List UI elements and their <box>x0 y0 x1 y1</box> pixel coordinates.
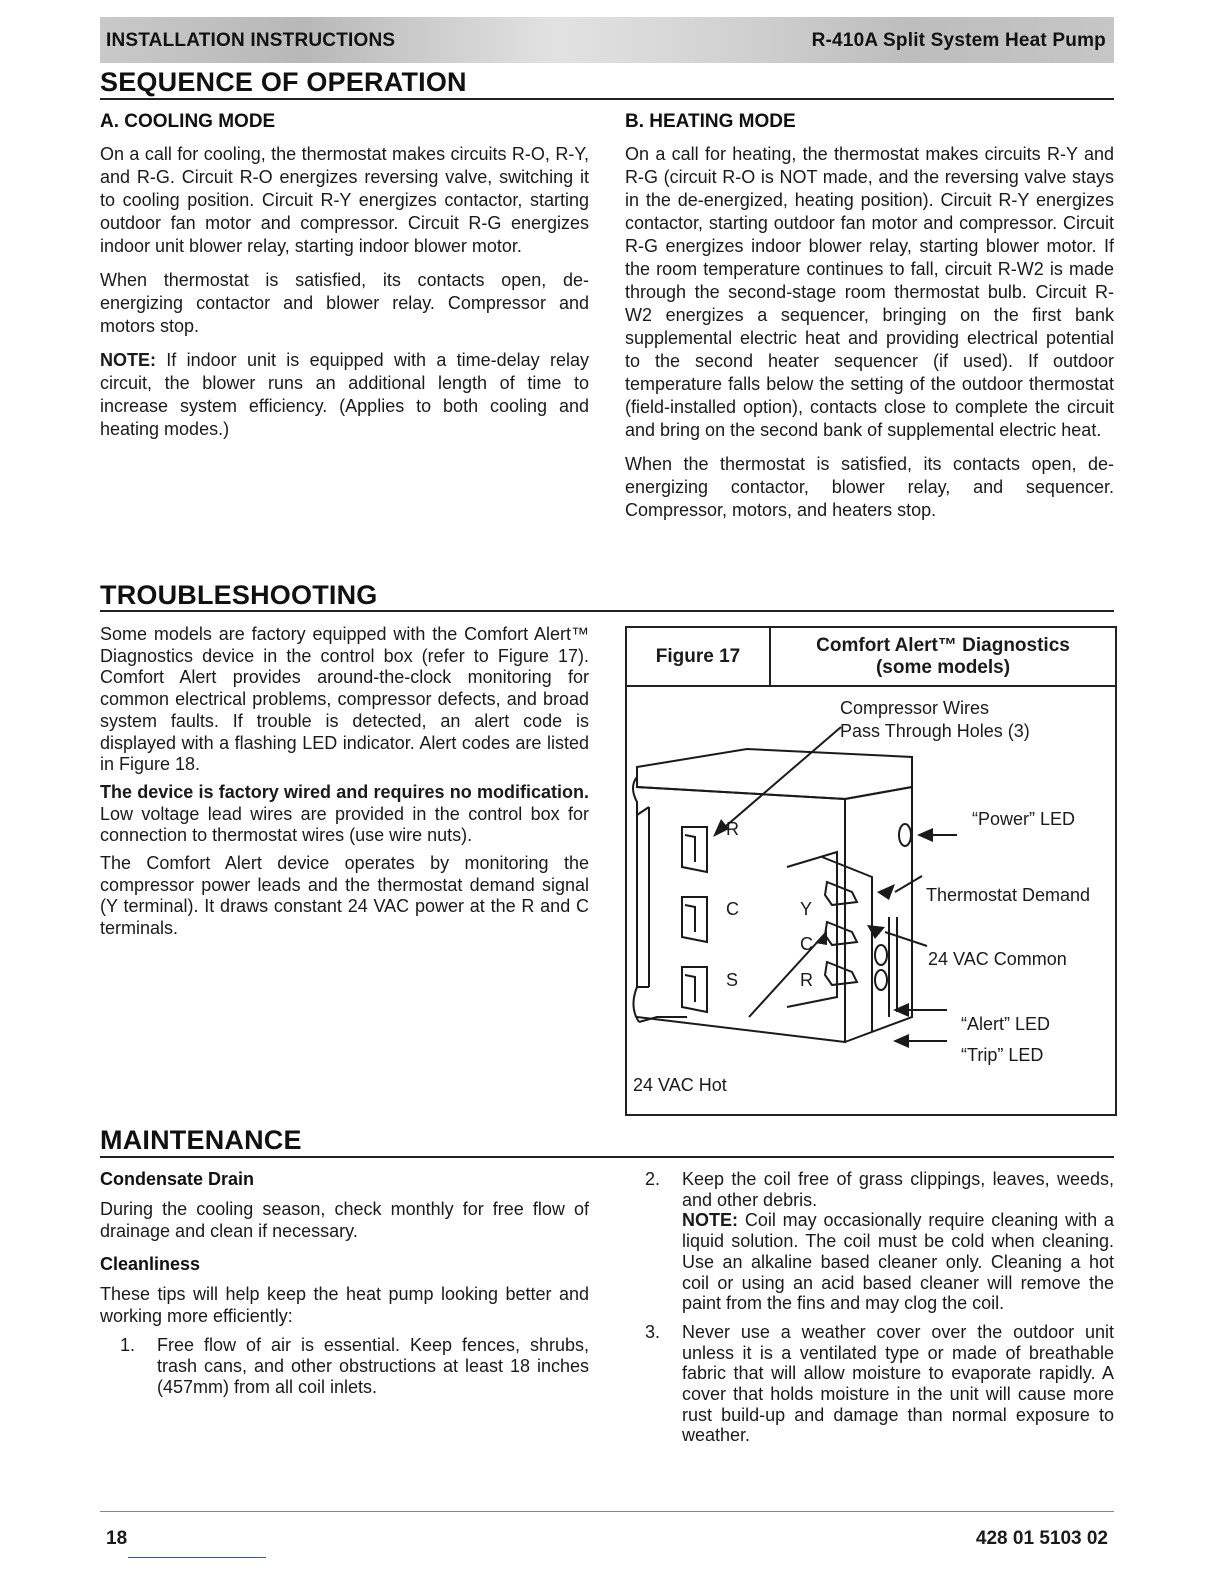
list-item <box>100 1335 589 1398</box>
footer-rule <box>100 1511 1114 1512</box>
note-label: NOTE: <box>100 350 156 370</box>
cooling-p1: On a call for cooling, the thermostat makes circuits R-O, R-Y, and R-G. Circuit R-O energizes reversing valve, switching it to cooling position. Circuit R-Y energizes contactor, starting outdoor fan motor and compressor. Circuit R-G energizes indoor unit blower relay, starting indoor blower motor. <box>100 144 589 256</box>
cleanliness-heading: Cleanliness <box>100 1254 201 1274</box>
terminal-s: S <box>726 970 739 990</box>
page-number: 18 <box>106 1528 128 1549</box>
callout-trip-led: “Trip” LED <box>961 1045 1044 1065</box>
terminal-c-block: C <box>800 934 813 954</box>
callout-compressor-wires-2: Pass Through Holes (3) <box>840 721 1030 741</box>
doc-number: 428 01 5103 02 <box>975 1528 1108 1549</box>
terminal-y: Y <box>800 899 813 919</box>
terminal-c: C <box>726 899 739 919</box>
list-item <box>625 1322 1114 1446</box>
footer-link-underline <box>128 1557 266 1558</box>
heating-p1: On a call for heating, the thermostat makes circuits R-Y and R-G (circuit R-O is NOT made, and the reversing valve stays in the de-energized, heating position). Circuit R-Y energizes contactor, starting outdoor fan motor and compressor. Circuit R-G energizes indoor blower relay, starting blower motor. If the room temperature continues to fall, circuit R-W2 is made through the second-stage room thermostat bulb. Circuit R-W2 energizes a sequencer, bringing on the first bank supplemental electric heat and providing electrical potential to the second heater sequencer (if used). If outdoor temperature falls below the setting of the outdoor thermostat (field-installed option), contacts close to complete the circuit and bring on the second bank of supplemental electric heat. <box>625 144 1114 440</box>
list-text: Free flow of air is essential. Keep fences, shrubs, trash cans, and other obstructions at least 18 inches (457mm) from all coil inlets. <box>157 1335 589 1397</box>
cooling-p2: When thermostat is satisfied, its contacts open, de-energizing contactor and blower relay. Compressor and motors stop. <box>100 270 589 336</box>
troubleshooting-p1: Some models are factory equipped with the Comfort Alert™ Diagnostics device in the control box (refer to Figure 17). Comfort Alert provides around-the-clock monitoring for common electrical problems, compressor defects, and broad system faults. If trouble is detected, an alert code is displayed with a flashing LED indicator. Alert codes are listed in Figure 18. <box>100 624 589 775</box>
drain-heading: Condensate Drain <box>100 1169 255 1189</box>
troubleshooting-p2-bold: The device is factory wired and requires no modification. <box>100 781 589 802</box>
section-title-sequence: SEQUENCE OF OPERATION <box>100 67 467 97</box>
note-label: NOTE: <box>682 1210 738 1231</box>
list-note <box>682 1210 1114 1314</box>
figure-title-line1: Comfort Alert™ Diagnostics <box>816 634 1070 656</box>
list-number: 2. <box>645 1169 661 1189</box>
section-rule <box>100 610 1114 612</box>
note-text: Coil may occasionally require cleaning with a liquid solution. The coil must be cold when cleaning. Use an alkaline based cleaner only. Cleaning a hot coil or using an acid based cleaner will remove the paint from the fins and may clog the coil. <box>682 1210 1114 1314</box>
maintenance-right-column <box>625 1169 1114 1446</box>
figure-title-line2: (some models) <box>875 656 1011 678</box>
section-title-maintenance: MAINTENANCE <box>100 1125 302 1155</box>
section-rule <box>100 98 1114 100</box>
troubleshooting-p2-text: Low voltage lead wires are provided in the control box for connection to thermostat wires (use wire nuts). <box>100 803 589 846</box>
callout-compressor-wires-1: Compressor Wires <box>840 698 990 718</box>
terminal-r: R <box>726 819 739 839</box>
list-number: 1. <box>120 1335 136 1355</box>
figure-label: Figure 17 <box>627 628 771 687</box>
drain-text: During the cooling season, check monthly for free flow of drainage and clean if necessary. <box>100 1199 589 1241</box>
list-text: Keep the coil free of grass clippings, leaves, weeds, and other debris. <box>682 1169 1114 1210</box>
heating-p2: When the thermostat is satisfied, its contacts open, de-energizing contactor, blower relay, and sequencer. Compressor, motors, and heaters stop. <box>625 454 1114 520</box>
header-right: R-410A Split System Heat Pump <box>811 30 1106 51</box>
section-rule <box>100 1156 1114 1158</box>
heating-column <box>625 111 1114 522</box>
note-text: If indoor unit is equipped with a time-delay relay circuit, the blower runs an additional length of time to increase system efficiency. (Applies to both cooling and heating modes.) <box>100 350 589 439</box>
cooling-note <box>100 349 589 441</box>
list-item <box>625 1169 1114 1314</box>
callout-alert-led: “Alert” LED <box>961 1014 1051 1034</box>
callout-power-led: “Power” LED <box>972 809 1076 829</box>
header-banner <box>100 17 1114 63</box>
list-number: 3. <box>645 1321 661 1342</box>
cooling-heading: A. COOLING MODE <box>100 111 276 132</box>
callout-thermostat-demand: Thermostat Demand <box>926 885 1091 905</box>
header-left: INSTALLATION INSTRUCTIONS <box>106 30 396 51</box>
troubleshooting-p2 <box>100 782 589 847</box>
troubleshooting-p3: The Comfort Alert device operates by monitoring the compressor power leads and the thermostat demand signal (Y terminal). It draws constant 24 VAC power at the R and C terminals. <box>100 853 589 939</box>
callout-24vac-hot: 24 VAC Hot <box>633 1075 727 1095</box>
figure-title <box>771 628 1115 687</box>
cleanliness-text: These tips will help keep the heat pump looking better and working more efficiently: <box>100 1284 589 1326</box>
callout-24vac-common: 24 VAC Common <box>928 949 1067 969</box>
section-title-troubleshooting: TROUBLESHOOTING <box>100 580 378 610</box>
maintenance-left-column <box>100 1169 589 1398</box>
troubleshooting-column <box>100 624 589 940</box>
cooling-column <box>100 111 589 441</box>
terminal-r-block: R <box>800 970 813 990</box>
list-text: Never use a weather cover over the outdoor unit unless it is a ventilated type or made of breathable fabric that will allow moisture to evaporate rapidly. A cover that holds moisture in the unit will cause more rust build-up and damage than normal exposure to weather. <box>682 1321 1114 1446</box>
heating-heading: B. HEATING MODE <box>625 111 796 132</box>
figure-17 <box>625 626 1117 1116</box>
